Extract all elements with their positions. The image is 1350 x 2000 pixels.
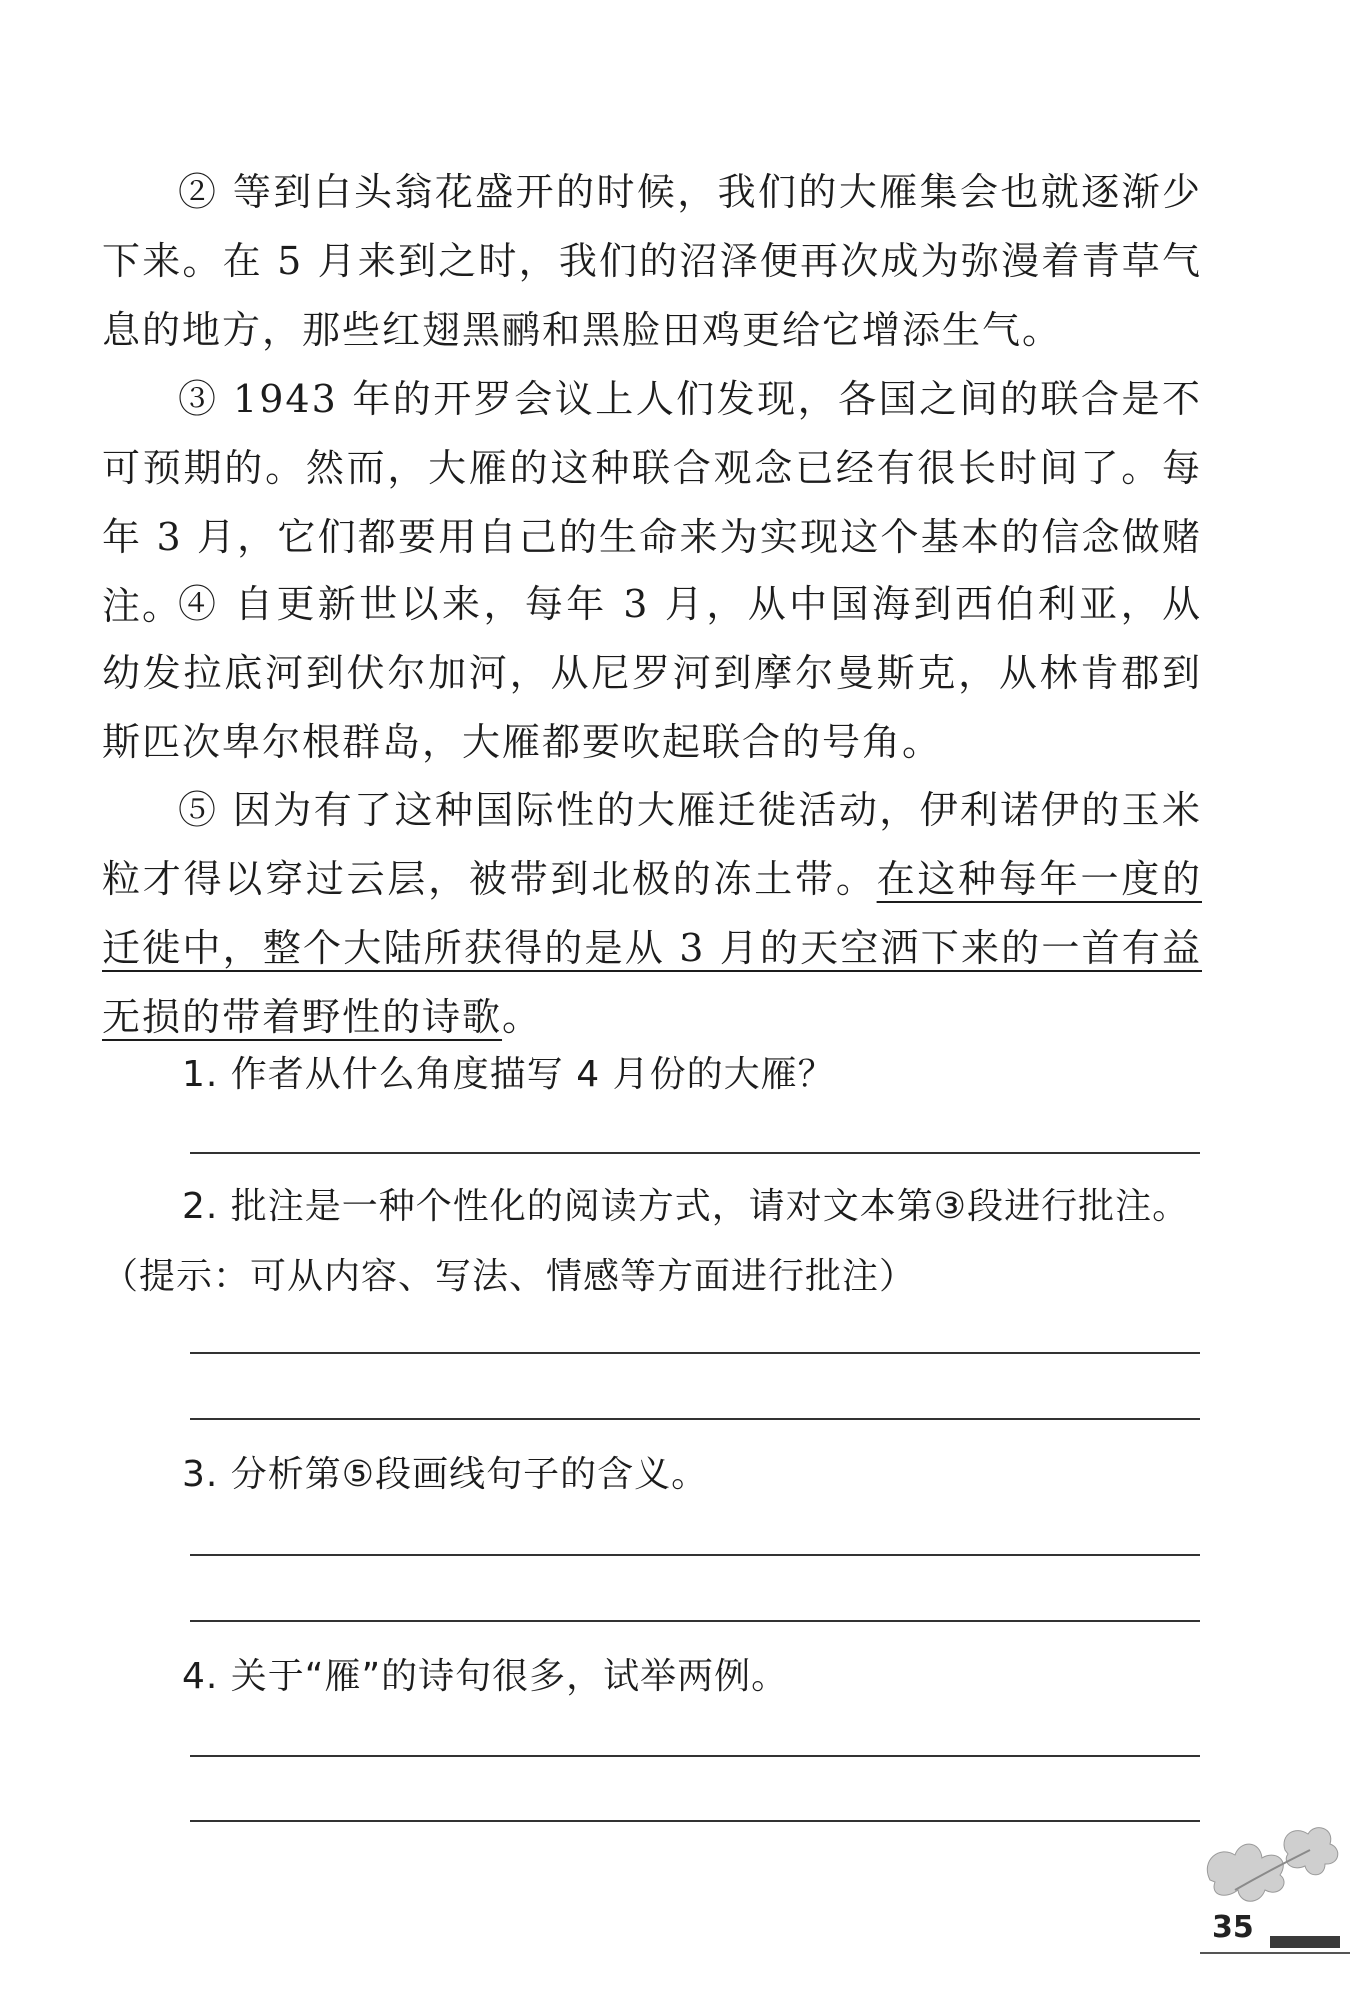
paragraph-5-end: 。 <box>502 995 543 1039</box>
paragraph-3: ③ 1943 年的开罗会议上人们发现，各国之间的联合是不可预期的。然而，大雁的这种联合观念已经有很长时间了。每年 3 月，它们都要用自己的生命来为实现这个基本的信念做赌注。 <box>102 377 1202 628</box>
question-2: 2. 批注是一种个性化的阅读方式，请对文本第③段进行批注。（提示：可从内容、写法、情感等方面进行批注） <box>102 1186 1190 1297</box>
answer-line-3b[interactable] <box>190 1620 1200 1622</box>
page-number: 35 <box>1212 1910 1254 1945</box>
question-3: 3. 分析第⑤段画线句子的含义。 <box>182 1454 709 1495</box>
answer-line-1[interactable] <box>190 1152 1200 1154</box>
page-footer-rule <box>1200 1952 1350 1954</box>
question-4: 4. 关于“雁”的诗句很多，试举两例。 <box>182 1656 789 1697</box>
question-1: 1. 作者从什么角度描写 4 月份的大雁？ <box>182 1054 835 1095</box>
answer-line-2b[interactable] <box>190 1418 1200 1420</box>
page-number-bar <box>1270 1936 1340 1948</box>
answer-line-4a[interactable] <box>190 1755 1200 1757</box>
answer-line-4b[interactable] <box>190 1820 1200 1822</box>
paragraph-5-underlined-sentence: 在这种每年一度的迁徙中，整个大陆所获得的是从 3 月的天空洒下来的一首有益无损的带着野性的诗歌 <box>102 857 1202 1039</box>
answer-line-2a[interactable] <box>190 1352 1200 1354</box>
paragraph-5-text: ⑤ 因为有了这种国际性的大雁迁徙活动，伊利诺伊的玉米粒才得以穿过云层，被带到北极的冻土带。 <box>102 788 1202 901</box>
leaf-decoration-icon <box>1190 1820 1350 1910</box>
paragraph-4: ④ 自更新世以来，每年 3 月，从中国海到西伯利亚，从幼发拉底河到伏尔加河，从尼罗河到摩尔曼斯克，从林肯郡到斯匹次卑尔根群岛，大雁都要吹起联合的号角。 <box>102 582 1202 764</box>
paragraph-2: ② 等到白头翁花盛开的时候，我们的大雁集会也就逐渐少下来。在 5 月来到之时，我们的沼泽便再次成为弥漫着青草气息的地方，那些红翅黑鹂和黑脸田鸡更给它增添生气。 <box>102 170 1202 352</box>
answer-line-3a[interactable] <box>190 1554 1200 1556</box>
paragraph-5 <box>102 776 1202 1052</box>
